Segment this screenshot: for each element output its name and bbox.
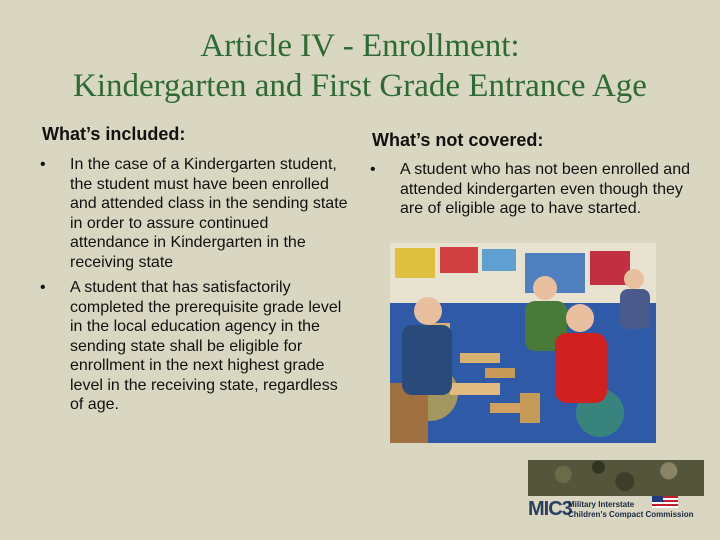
block <box>485 368 515 378</box>
wall-poster <box>395 248 435 278</box>
list-item <box>40 278 350 415</box>
logo-mark: MIC3 <box>528 498 572 520</box>
child-head <box>533 276 557 300</box>
child-head <box>566 304 594 332</box>
right-column-heading: What’s not covered: <box>372 130 544 150</box>
list-item <box>40 155 350 272</box>
mic3-logo <box>528 496 708 524</box>
wall-poster <box>440 247 478 273</box>
block <box>520 393 540 423</box>
classroom-photo <box>390 243 656 443</box>
child-shirt <box>402 325 452 395</box>
logo-text-line-1: Military Interstate <box>568 500 635 509</box>
bullet-text: In the case of a Kindergarten student, the student must have been enrolled and attended class in the sending state in order to assure continued attendance in Kindergarten in the receiving state <box>70 156 348 271</box>
bullet-glyph: • <box>370 161 376 178</box>
left-bullet-list <box>40 155 350 421</box>
title-line-1: Article IV - Enrollment: <box>200 28 520 64</box>
child-head <box>414 297 442 325</box>
child-shirt <box>555 333 607 403</box>
toy-bin <box>590 251 630 285</box>
bullet-text: A student that has satisfactorily completed the prerequisite grade level in the local education agency in the sending state shall be eligible for enrollment in the next highest grade level in the receiving state, regardless of age. <box>70 279 342 413</box>
logo-text-line-2: Children's Compact Commission <box>568 510 694 519</box>
list-item <box>370 160 690 219</box>
child-shirt <box>620 289 650 329</box>
left-column-heading: What’s included: <box>42 124 186 144</box>
block <box>460 353 500 363</box>
right-bullet-list <box>370 160 690 225</box>
wall-poster <box>482 249 516 271</box>
bullet-glyph: • <box>40 156 46 173</box>
title-line-2: Kindergarten and First Grade Entrance Age <box>73 68 647 104</box>
child-head <box>624 269 644 289</box>
camouflage-banner <box>528 460 704 496</box>
bullet-text: A student who has not been enrolled and attended kindergarten even though they are of eligible age to have started. <box>400 161 690 217</box>
block <box>450 383 500 395</box>
slide-title <box>0 26 720 106</box>
flag-icon <box>652 496 678 508</box>
bullet-glyph: • <box>40 279 46 296</box>
